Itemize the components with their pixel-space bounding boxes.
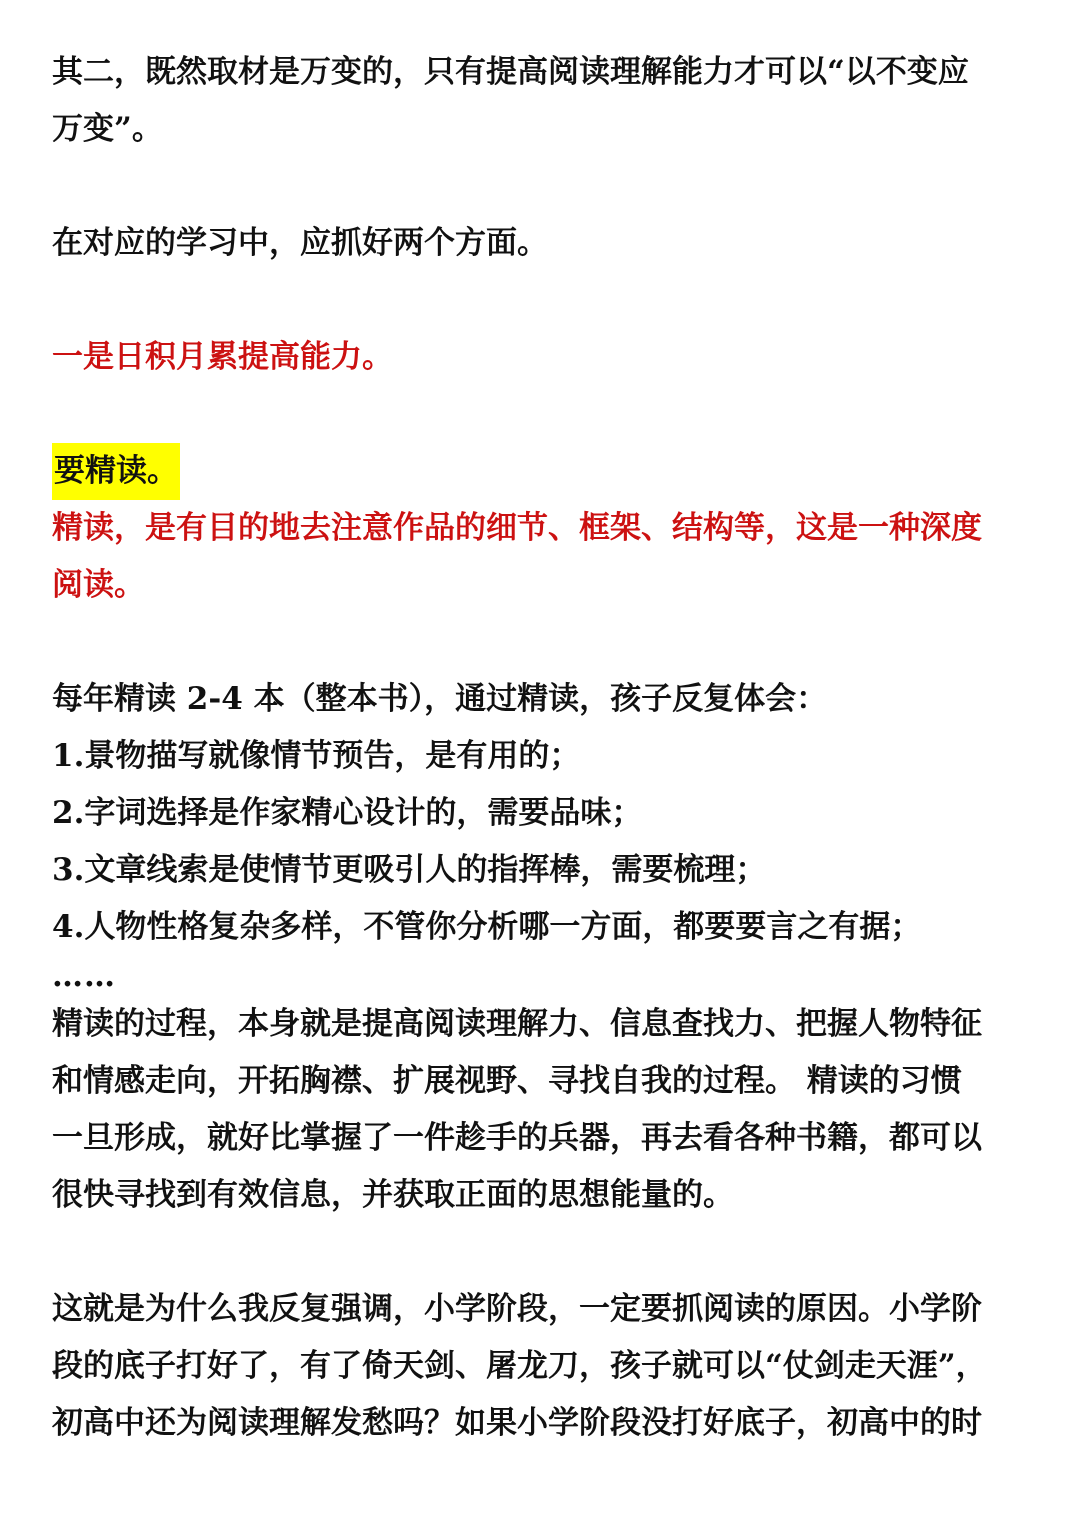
paragraph-5-line-2: 和情感走向，开拓胸襟、扩展视野、寻找自我的过程。 精读的习惯 (52, 1063, 962, 1099)
paragraph-3-line-2: 阅读。 (52, 567, 145, 603)
highlight-line (52, 443, 1032, 500)
paragraph-5-line-3: 一旦形成，就好比掌握了一件趁手的兵器，再去看各种书籍，都可以 (52, 1120, 982, 1156)
red-heading: 一是日积月累提高能力。 (52, 339, 393, 375)
paragraph-4-intro: 每年精读 2-4 本（整本书），通过精读，孩子反复体会： (52, 681, 828, 717)
paragraph-5-line-1: 精读的过程，本身就是提高阅读理解力、信息查找力、把握人物特征 (52, 1006, 982, 1042)
highlighted-label: 要精读。 (52, 443, 180, 500)
paragraph-1-line-2: 万变”。 (52, 111, 163, 147)
list-item-2: 2.字词选择是作家精心设计的，需要品味； (52, 795, 643, 831)
list-item-4: 4.人物性格复杂多样，不管你分析哪一方面，都要要言之有据； (52, 909, 922, 945)
paragraph-6-line-3: 初高中还为阅读理解发愁吗？如果小学阶段没打好底子，初高中的时 (52, 1405, 982, 1441)
paragraph-2: 在对应的学习中，应抓好两个方面。 (52, 225, 548, 261)
paragraph-6-line-2: 段的底子打好了，有了倚天剑、屠龙刀，孩子就可以“仗剑走天涯”， (52, 1348, 987, 1384)
paragraph-1-line-1: 其二，既然取材是万变的，只有提高阅读理解能力才可以“以不变应 (52, 54, 969, 90)
ellipsis: …… (52, 958, 116, 994)
paragraph-5-line-4: 很快寻找到有效信息，并获取正面的思想能量的。 (52, 1177, 734, 1213)
paragraph-6-line-1: 这就是为什么我反复强调，小学阶段，一定要抓阅读的原因。小学阶 (52, 1291, 982, 1327)
list-item-1: 1.景物描写就像情节预告，是有用的； (52, 738, 581, 774)
document-page (52, 44, 1032, 1452)
list-item-3: 3.文章线索是使情节更吸引人的指挥棒，需要梳理； (52, 852, 767, 888)
paragraph-3-line-1: 精读，是有目的地去注意作品的细节、框架、结构等，这是一种深度 (52, 510, 982, 546)
